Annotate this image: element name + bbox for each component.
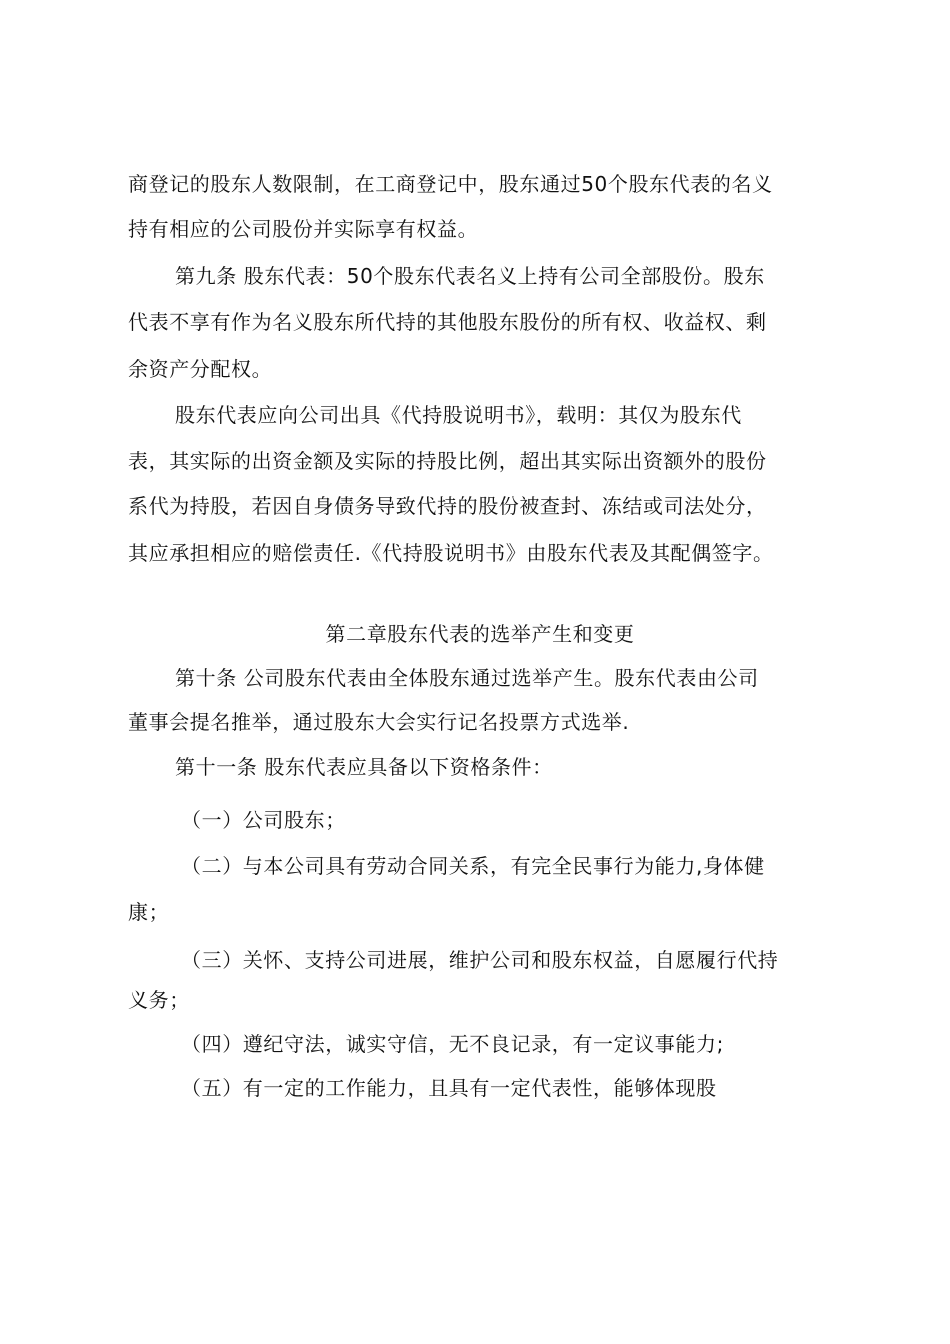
paragraph-line: 股东代表应向公司出具《代持股说明书》，载明：其仅为股东代	[175, 403, 742, 427]
article-9-line: 第九条 股东代表：50个股东代表名义上持有公司全部股份。股东	[175, 264, 765, 288]
list-item: （二）与本公司具有劳动合同关系，有完全民事行为能力,身体健	[181, 854, 765, 878]
article-11-line: 第十一条 股东代表应具备以下资格条件：	[175, 755, 553, 779]
list-item: （四）遵纪守法，诚实守信，无不良记录，有一定议事能力;	[181, 1032, 724, 1056]
chapter-heading: 第二章股东代表的选举产生和变更	[325, 622, 635, 646]
text-line: 余资产分配权。	[128, 357, 273, 381]
text-line: 代表不享有作为名义股东所代持的其他股东股份的所有权、收益权、剩	[128, 310, 767, 334]
text-line: 董事会提名推举，通过股东大会实行记名投票方式选举.	[128, 710, 630, 734]
list-item: （一）公司股东；	[181, 808, 346, 832]
text-line: 系代为持股，若因自身债务导致代持的股份被查封、冻结或司法处分，	[128, 494, 767, 518]
list-item: （五）有一定的工作能力，且具有一定代表性，能够体现股	[181, 1076, 717, 1100]
article-10-line: 第十条 公司股东代表由全体股东通过选举产生。股东代表由公司	[175, 666, 759, 690]
text-line: 义务；	[128, 988, 190, 1012]
text-line: 持有相应的公司股份并实际享有权益。	[128, 217, 479, 241]
list-item: （三）关怀、支持公司进展，维护公司和股东权益，自愿履行代持	[181, 948, 779, 972]
text-line: 商登记的股东人数限制，在工商登记中，股东通过50个股东代表的名义	[128, 172, 773, 196]
text-line: 表，其实际的出资金额及实际的持股比例，超出其实际出资额外的股份	[128, 449, 767, 473]
text-line: 康；	[128, 900, 170, 924]
text-line: 其应承担相应的赔偿责任.《代持股说明书》由股东代表及其配偶签字。	[128, 541, 774, 565]
